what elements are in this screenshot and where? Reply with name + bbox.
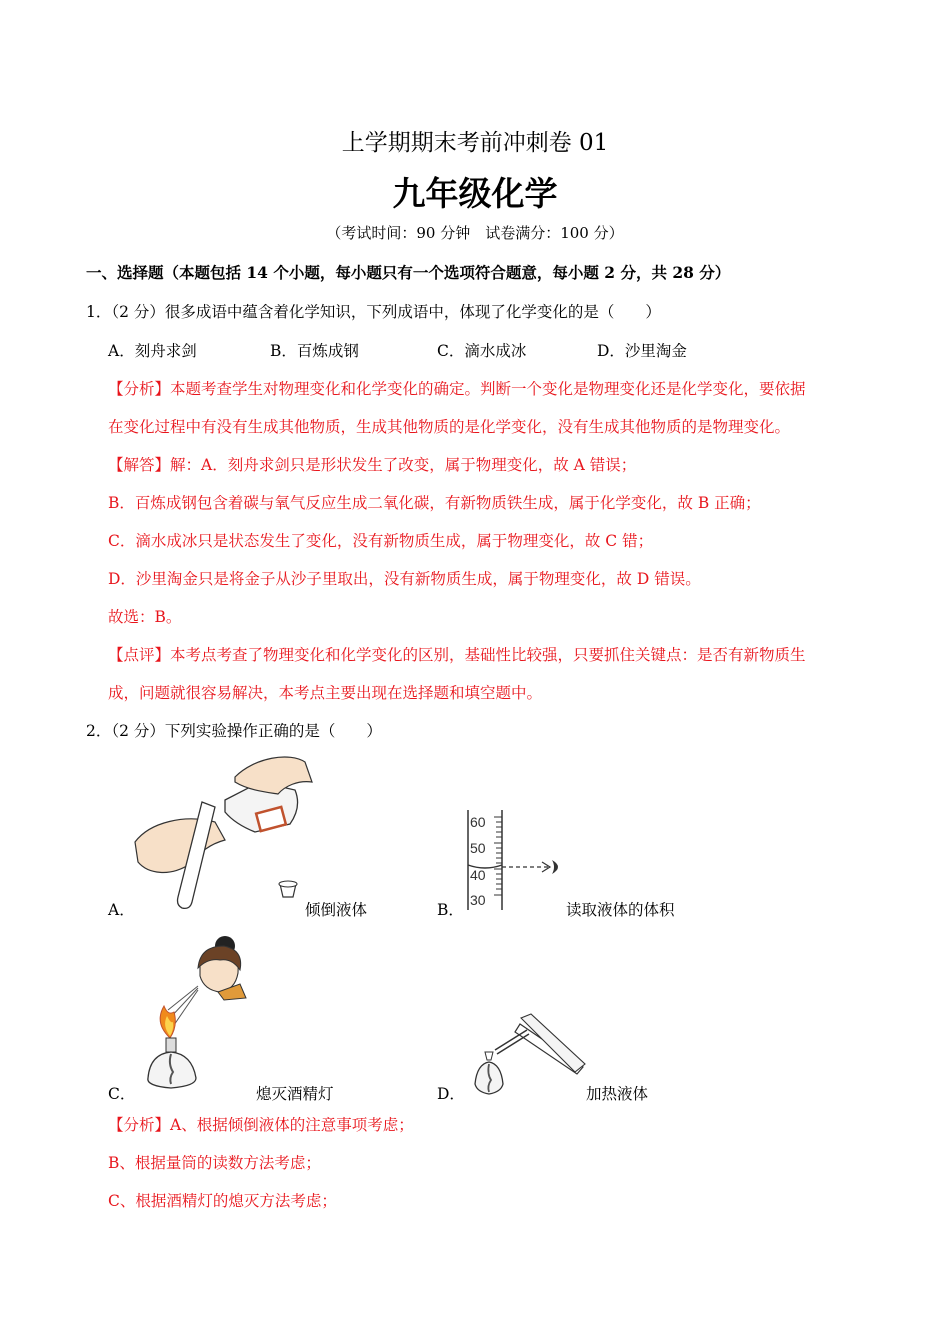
- q1-comment-line1: 【点评】本考点考查了物理变化和化学变化的区别，基础性比较强，只要抓住关键点：是否有新物质生: [108, 646, 806, 664]
- tick-label-60: 60: [470, 814, 486, 830]
- q2-d-label: D．: [437, 1085, 465, 1103]
- section-heading: 一、选择题（本题包括 14 个小题，每小题只有一个选项符合题意，每小题 2 分，共 28 分）: [86, 263, 731, 282]
- graduated-cylinder-figure: [460, 805, 570, 915]
- q1-stem: 1．（2 分）很多成语中蕴含着化学知识，下列成语中，体现了化学变化的是（ ）: [86, 303, 661, 321]
- q1-analysis-line2: 在变化过程中有没有生成其他物质，生成其他物质的是化学变化，没有生成其他物质的是物理变化。: [108, 418, 791, 436]
- pouring-liquid-figure: [130, 752, 320, 917]
- q1-option-b: B．百炼成钢: [270, 342, 359, 360]
- exam-info: （考试时间：90 分钟 试卷满分：100 分）: [326, 224, 624, 242]
- q2-analysis-line1: 【分析】A、根据倾倒液体的注意事项考虑；: [108, 1116, 414, 1134]
- q1-answer-line2: B．百炼成钢包含着碳与氧气反应生成二氧化碳，有新物质铁生成，属于化学变化，故 B 正确；: [108, 494, 761, 512]
- q2-analysis-line2: B、根据量筒的读数方法考虑；: [108, 1154, 321, 1172]
- q1-analysis-line1: 【分析】本题考查学生对物理变化和化学变化的确定。判断一个变化是物理变化还是化学变化，要依据: [108, 380, 806, 398]
- q1-answer-line1: 【解答】解：A．刻舟求剑只是形状发生了改变，属于物理变化，故 A 错误；: [108, 456, 637, 474]
- q2-analysis-line3: C、根据酒精灯的熄灭方法考虑；: [108, 1192, 337, 1210]
- q2-c-caption: 熄灭酒精灯: [256, 1085, 334, 1103]
- q1-choice: 故选：B。: [108, 608, 182, 626]
- tick-label-30: 30: [470, 892, 486, 908]
- q2-c-label: C．: [108, 1085, 136, 1103]
- extinguish-lamp-figure: [140, 928, 260, 1098]
- q2-b-label: B．: [437, 901, 464, 919]
- q1-comment-line2: 成，问题就很容易解决，本考点主要出现在选择题和填空题中。: [108, 684, 543, 702]
- q1-option-a: A．刻舟求剑: [108, 342, 197, 360]
- q2-stem: 2．（2 分）下列实验操作正确的是（ ）: [86, 722, 382, 740]
- q2-d-caption: 加热液体: [586, 1085, 649, 1103]
- subject-title: 九年级化学: [392, 174, 558, 213]
- q1-answer-line4: D．沙里淘金只是将金子从沙子里取出，没有新物质生成，属于物理变化，故 D 错误。: [108, 570, 701, 588]
- exam-title: 上学期期末考前冲刺卷 01: [341, 130, 609, 156]
- q2-b-caption: 读取液体的体积: [566, 901, 675, 919]
- tick-label-40: 40: [470, 867, 486, 883]
- q1-option-d: D．沙里淘金: [597, 342, 687, 360]
- q1-answer-line3: C．滴水成冰只是状态发生了变化，没有新物质生成，属于物理变化，故 C 错；: [108, 532, 654, 550]
- q1-option-c: C．滴水成冰: [437, 342, 527, 360]
- heating-liquid-figure: [465, 1012, 590, 1102]
- q2-a-label: A．: [108, 901, 135, 919]
- q2-a-caption: 倾倒液体: [305, 901, 368, 919]
- tick-label-50: 50: [470, 840, 486, 856]
